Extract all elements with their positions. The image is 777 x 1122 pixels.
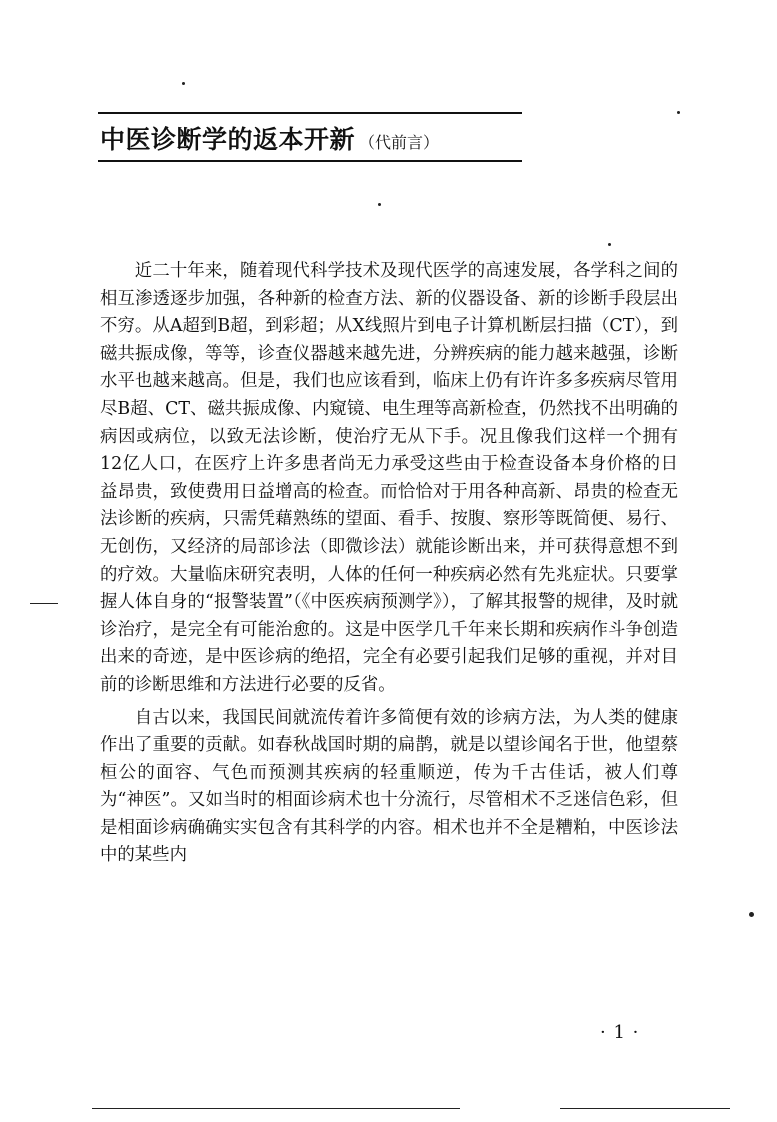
page-number: · 1 · xyxy=(600,1022,640,1043)
scan-mark xyxy=(30,603,58,604)
title-block xyxy=(98,112,522,162)
body-text xyxy=(100,258,678,870)
scan-mark xyxy=(92,1108,460,1109)
page-title: 中医诊断学的返本开新 xyxy=(100,125,356,154)
scan-speck xyxy=(749,912,754,917)
scan-speck xyxy=(378,203,381,206)
paragraph-2: 自古以来，我国民间就流传着许多简便有效的诊病方法，为人类的健康作出了重要的贡献。如春秋战国时期的扁鹊，就是以望诊闻名于世，他望蔡桓公的面容、气色而预测其疾病的轻重顺逆，传为千古佳话，被人们尊为“神医”。又如当时的相面诊病术也十分流行，尽管相术不乏迷信色彩，但是相面诊病确确实实包含有其科学的内容。相术也并不全是糟粕，中医诊法中的某些内 xyxy=(100,707,678,866)
scan-speck xyxy=(182,82,185,85)
paragraph-1: 近二十年来，随着现代科学技术及现代医学的高速发展，各学科之间的相互渗透逐步加强，各种新的检查方法、新的仪器设备、新的诊断手段层出不穷。从A超到B超，到彩超；从X线照片到电子计算机断层扫描（CT），到磁共振成像，等等，诊查仪器越来越先进，分辨疾病的能力越来越强，诊断水平也越来越高。但是，我们也应该看到，临床上仍有许许多多疾病尽管用尽B超、CT、磁共振成像、内窥镜、电生理等高新检查，仍然找不出明确的病因或病位，以致无法诊断，使治疗无从下手。况且像我们这样一个拥有12亿人口，在医疗上许多患者尚无力承受这些由于检查设备本身价格的日益昂贵，致使费用日益增高的检查。而恰恰对于用各种高新、昂贵的检查无法诊断的疾病，只需凭藉熟练的望面、看手、按腹、察形等既简便、易行、无创伤，又经济的局部诊法（即微诊法）就能诊断出来，并可获得意想不到的疗效。大量临床研究表明，人体的任何一种疾病必然有先兆症状。只要掌握人体自身的“报警装置”（《中医疾病预测学》），了解其报警的规律，及时就诊治疗，是完全有可能治愈的。这是中医学几千年来长期和疾病作斗争创造出来的奇迹，是中医诊病的绝招，完全有必要引起我们足够的重视，并对目前的诊断思维和方法进行必要的反省。 xyxy=(100,261,678,695)
page-subtitle: （代前言） xyxy=(359,133,440,152)
scan-speck xyxy=(608,243,611,246)
scan-speck xyxy=(677,111,680,114)
scan-mark xyxy=(560,1108,730,1109)
